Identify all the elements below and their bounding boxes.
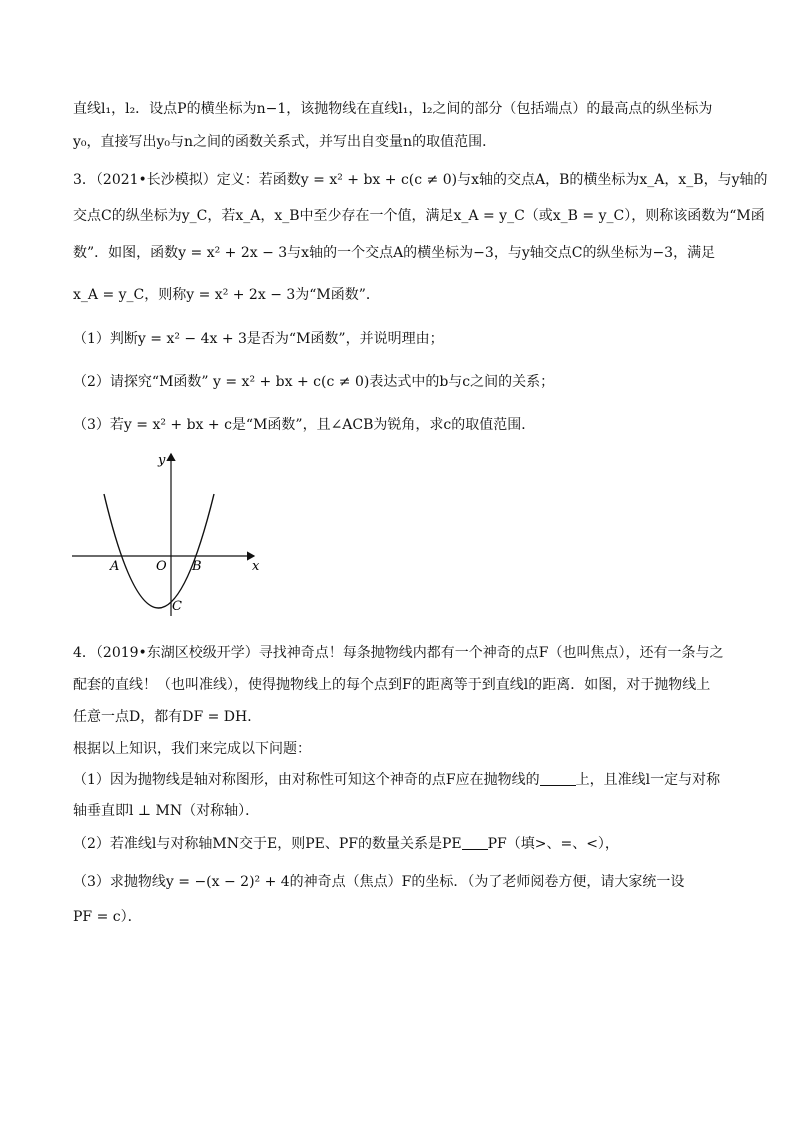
problem3-text-line3: 数”．如图，函数y = x² + 2x − 3与x轴的一个交点A的横坐标为−3，与y轴交点C的纵坐标为−3，满足 bbox=[73, 245, 716, 261]
origin-label: O bbox=[156, 559, 167, 574]
problem4-q1-prefix: （1）因为抛物线是轴对称图形，由对称性可知这个神奇的点F应在抛物线的 bbox=[73, 772, 540, 788]
problem4-text-line3: 任意一点D，都有DF = DH． bbox=[73, 709, 262, 725]
problem3-question1: （1）判断y = x² − 4x + 3是否为“M函数”，并说明理由； bbox=[73, 331, 444, 347]
problem4-text-line1: 4．（2019•东湖区校级开学）寻找神奇点！每条抛物线内都有一个神奇的点F（也叫焦点），还有一条与之 bbox=[73, 645, 724, 661]
point-a-label: A bbox=[110, 559, 120, 574]
problem4-text-line2: 配套的直线！（也叫准线），使得抛物线上的每个点到F的距离等于到直线l的距离．如图，对于抛物线上 bbox=[73, 677, 711, 693]
problem3-text-line2: 交点C的纵坐标为y_C，若x_A，x_B中至少存在一个值，满足x_A = y_C（或x_B = y_C），则称该函数为“M函 bbox=[73, 208, 765, 224]
problem4-question3-line2: PF = c）． bbox=[73, 909, 142, 925]
problem3-text-line1: 3．（2021•长沙模拟）定义：若函数y = x² + bx + c(c ≠ 0)与x轴的交点A，B的横坐标为x_A，x_B，与y轴的 bbox=[73, 172, 768, 188]
parabola-curve bbox=[104, 494, 214, 608]
problem4-q1-suffix: 上，且准线l一定与对称 bbox=[575, 772, 721, 788]
problem2-text-line2: y₀，直接写出y₀与n之间的函数关系式，并写出自变量n的取值范围． bbox=[73, 134, 497, 150]
y-axis-label: y bbox=[158, 453, 166, 468]
answer-blank-2[interactable] bbox=[462, 835, 488, 850]
problem4-question2 bbox=[73, 834, 619, 854]
point-c-label: C bbox=[172, 599, 182, 614]
problem4-question1-line2: 轴垂直即l ⊥ MN（对称轴）． bbox=[73, 803, 260, 819]
problem3-question3: （3）若y = x² + bx + c是“M函数”，且∠ACB为锐角，求c的取值范围． bbox=[73, 417, 536, 433]
problem4-question1-line1 bbox=[73, 770, 720, 790]
answer-blank-1[interactable] bbox=[540, 771, 576, 786]
problem3-text-line4: x_A = y_C，则称y = x² + 2x − 3为“M函数”． bbox=[73, 287, 380, 303]
problem4-text-line4: 根据以上知识，我们来完成以下问题： bbox=[73, 741, 311, 757]
problem2-text-line1: 直线l₁，l₂．设点P的横坐标为n−1，该抛物线在直线l₁，l₂之间的部分（包括端点）的最高点的纵坐标为 bbox=[73, 101, 713, 117]
x-axis-label: x bbox=[252, 559, 260, 574]
problem4-q2-suffix: PF（填>、=、<）， bbox=[487, 836, 619, 852]
point-b-label: B bbox=[192, 559, 202, 574]
problem4-q2-prefix: （2）若准线l与对称轴MN交于E，则PE、PF的数量关系是PE bbox=[73, 836, 462, 852]
problem4-question3-line1: （3）求抛物线y = −(x − 2)² + 4的神奇点（焦点）F的坐标．（为了老师阅卷方便，请大家统一设 bbox=[73, 874, 685, 890]
parabola-figure bbox=[66, 448, 266, 618]
problem3-question2: （2）请探究“M函数” y = x² + bx + c(c ≠ 0)表达式中的b与c之间的关系； bbox=[73, 374, 555, 390]
